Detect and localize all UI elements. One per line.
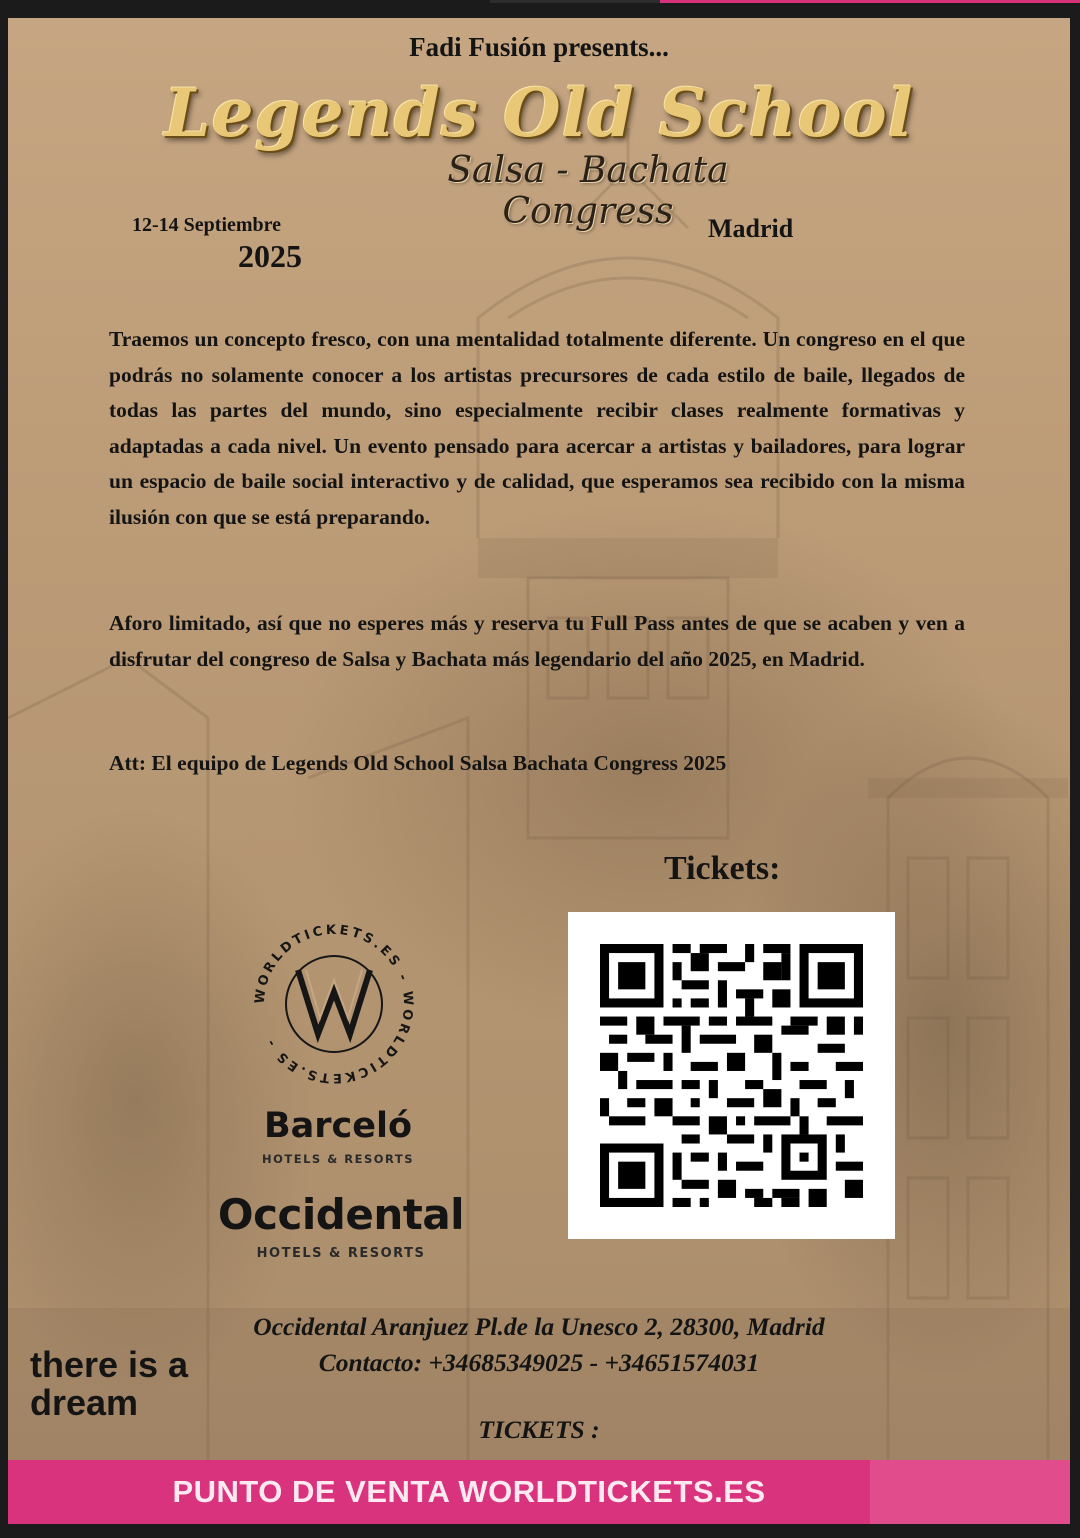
- event-logo-title: Legends Old School: [164, 74, 914, 152]
- occidental-logo: Occidental: [217, 1190, 465, 1239]
- svg-text:WORLDTICKETS.ES - WORLDTICKETS: [253, 923, 416, 1085]
- qr-code-icon: [600, 944, 863, 1207]
- top-strip-pink: [660, 0, 1080, 3]
- tickets-footer-label: TICKETS :: [478, 1415, 600, 1444]
- point-of-sale-banner[interactable]: [8, 1460, 1070, 1524]
- barcelo-logo-subtitle: HOTELS & RESORTS: [262, 1152, 414, 1166]
- slogan-text: there is a dream: [30, 1344, 189, 1423]
- tickets-heading: Tickets:: [664, 850, 781, 887]
- top-strip-dark: [490, 0, 660, 3]
- worldtickets-ring-text: WORLDTICKETS.ES - WORLDTICKETS.ES -: [252, 922, 416, 1086]
- event-year: 2025: [238, 238, 302, 274]
- point-of-sale-text: PUNTO DE VENTA WORLDTICKETS.ES: [172, 1474, 766, 1509]
- signature-line: Att: El equipo de Legends Old School Salsa Bachata Congress 2025: [109, 751, 727, 775]
- occidental-logo-subtitle: HOTELS & RESORTS: [256, 1246, 426, 1261]
- top-strip: [0, 0, 1080, 18]
- worldtickets-logo: [248, 918, 420, 1090]
- barcelo-logo: Barceló: [263, 1106, 413, 1146]
- description-paragraph-2: Aforo limitado, así que no esperes más y reserva tu Full Pass antes de que se acaben y ven a disfrutar del congreso de Salsa y Bachata más legendario del año 2025, en Madrid.: [109, 611, 965, 671]
- presenter-line: Fadi Fusión presents...: [409, 32, 669, 62]
- venue-address: Occidental Aranjuez Pl.de la Unesco 2, 28300, Madrid: [253, 1312, 825, 1341]
- description-paragraph-1: Traemos un concepto fresco, con una mentalidad totalmente diferente. Un congreso en el que podrás no solamente conocer a los artistas precursores de cada estilo de baile, llegados de todas las partes del mundo, sino especialmente recibir clases realmente formativas y adaptadas a cada nivel. Un evento pensado para acercar a artistas y bailadores, para lograr un espacio de baile social interactivo y de calidad, que esperamos sea recibido con la misma ilusión con que se está preparando.: [109, 327, 965, 529]
- event-city: Madrid: [708, 214, 794, 243]
- contact-phones: Contacto: +34685349025 - +34651574031: [318, 1348, 760, 1377]
- event-logo-subtitle: Salsa - Bachata Congress: [447, 150, 729, 232]
- tickets-qr-code[interactable]: [568, 912, 895, 1239]
- event-dates: 12-14 Septiembre: [132, 214, 282, 236]
- event-poster: [8, 18, 1070, 1460]
